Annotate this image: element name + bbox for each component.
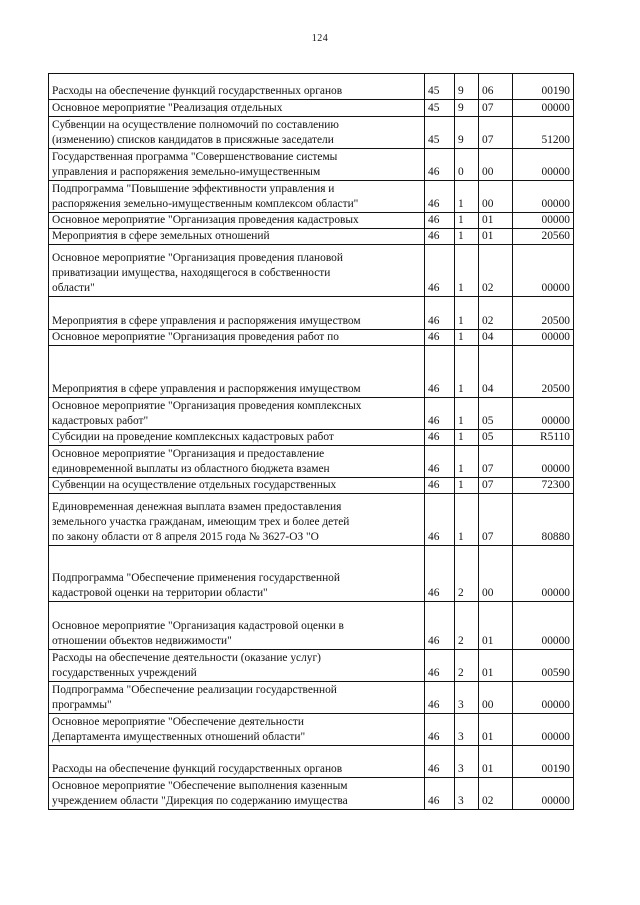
code-subprogram: 1 (455, 346, 479, 398)
code-direction: 00000 (513, 181, 574, 213)
code-program: 46 (425, 181, 455, 213)
code-direction: 00000 (513, 546, 574, 602)
code-activity: 07 (479, 100, 513, 117)
code-activity: 04 (479, 346, 513, 398)
table-row (49, 213, 574, 229)
description-line: Мероприятия в сфере земельных отношений (52, 230, 270, 242)
code-subprogram: 3 (455, 714, 479, 746)
table-row (49, 546, 574, 602)
code-program: 46 (425, 650, 455, 682)
code-subprogram: 1 (455, 181, 479, 213)
row-description (49, 117, 425, 149)
code-activity: 01 (479, 650, 513, 682)
table-row (49, 446, 574, 478)
code-activity: 01 (479, 714, 513, 746)
description-line: Основное мероприятие "Организация проведения комплексных (52, 400, 362, 412)
row-description (49, 446, 425, 478)
code-subprogram: 3 (455, 746, 479, 778)
description-line: Основное мероприятие "Организация кадастровой оценки в (52, 620, 344, 632)
table-row (49, 778, 574, 810)
row-description (49, 650, 425, 682)
code-program: 46 (425, 746, 455, 778)
code-activity: 07 (479, 494, 513, 546)
description-line: Департамента имущественных отношений области" (52, 731, 306, 743)
description-line: кадастровых работ" (52, 415, 149, 427)
table-row (49, 149, 574, 181)
code-direction: 00000 (513, 398, 574, 430)
code-program: 46 (425, 213, 455, 229)
table-row (49, 346, 574, 398)
description-line: Подпрограмма "Повышение эффективности управления и (52, 183, 335, 195)
code-direction: 20500 (513, 346, 574, 398)
code-subprogram: 9 (455, 100, 479, 117)
table-body (49, 74, 574, 810)
code-direction: 00190 (513, 746, 574, 778)
code-program: 46 (425, 714, 455, 746)
table-row (49, 494, 574, 546)
code-subprogram: 2 (455, 650, 479, 682)
code-direction: 80880 (513, 494, 574, 546)
code-activity: 01 (479, 602, 513, 650)
code-activity: 00 (479, 682, 513, 714)
code-activity: 02 (479, 245, 513, 297)
row-description (49, 714, 425, 746)
row-description (49, 546, 425, 602)
description-line: Основное мероприятие "Организация проведения плановой (52, 252, 343, 264)
code-program: 46 (425, 682, 455, 714)
row-description (49, 494, 425, 546)
description-line: Субвенции на осуществление отдельных государственных (52, 479, 337, 491)
description-line: Государственная программа "Совершенствование системы (52, 151, 338, 163)
code-subprogram: 0 (455, 149, 479, 181)
description-line: Основное мероприятие "Реализация отдельных (52, 102, 283, 114)
code-direction: 20500 (513, 297, 574, 330)
code-activity: 01 (479, 213, 513, 229)
table-row (49, 602, 574, 650)
code-subprogram: 9 (455, 117, 479, 149)
code-program: 46 (425, 149, 455, 181)
code-subprogram: 1 (455, 245, 479, 297)
description-line: программы" (52, 699, 112, 711)
description-line: по закону области от 8 апреля 2015 года № 3627-ОЗ "О (52, 531, 319, 543)
code-subprogram: 1 (455, 478, 479, 494)
table-row (49, 478, 574, 494)
row-description (49, 213, 425, 229)
row-description (49, 297, 425, 330)
table-row (49, 682, 574, 714)
table-row (49, 650, 574, 682)
code-activity: 00 (479, 181, 513, 213)
description-line: Основное мероприятие "Организация и предоставление (52, 448, 325, 460)
code-subprogram: 1 (455, 213, 479, 229)
code-direction: 00000 (513, 778, 574, 810)
description-line: кадастровой оценки на территории области" (52, 587, 268, 599)
description-line: Субвенции на осуществление полномочий по составлению (52, 119, 339, 131)
code-program: 46 (425, 430, 455, 446)
table-row (49, 229, 574, 245)
code-program: 46 (425, 297, 455, 330)
page-number: 124 (311, 33, 329, 44)
code-direction: 00000 (513, 100, 574, 117)
row-description (49, 398, 425, 430)
code-subprogram: 2 (455, 546, 479, 602)
code-direction: 51200 (513, 117, 574, 149)
description-line: приватизации имущества, находящегося в собственности (52, 267, 331, 279)
row-description (49, 430, 425, 446)
code-subprogram: 9 (455, 74, 479, 100)
row-description (49, 181, 425, 213)
code-direction: 20560 (513, 229, 574, 245)
description-line: Основное мероприятие "Обеспечение деятельности (52, 716, 304, 728)
description-line: управления и распоряжения земельно-имущественным (52, 166, 321, 178)
table-row (49, 74, 574, 100)
code-activity: 05 (479, 430, 513, 446)
description-line: государственных учреждений (52, 667, 197, 679)
code-activity: 02 (479, 297, 513, 330)
row-description (49, 74, 425, 100)
code-subprogram: 1 (455, 229, 479, 245)
table-row (49, 430, 574, 446)
code-direction: 00590 (513, 650, 574, 682)
description-line (52, 367, 421, 382)
code-activity: 07 (479, 478, 513, 494)
code-activity: 05 (479, 398, 513, 430)
row-description (49, 245, 425, 297)
code-activity: 01 (479, 746, 513, 778)
description-line (52, 747, 421, 762)
code-activity: 01 (479, 229, 513, 245)
row-description (49, 682, 425, 714)
code-direction: 72300 (513, 478, 574, 494)
code-activity: 06 (479, 74, 513, 100)
code-direction: 00000 (513, 245, 574, 297)
code-direction: 00000 (513, 149, 574, 181)
code-subprogram: 1 (455, 430, 479, 446)
table-row (49, 330, 574, 346)
description-line: Основное мероприятие "Организация проведения кадастровых (52, 214, 359, 226)
code-program: 46 (425, 602, 455, 650)
code-direction: 00190 (513, 74, 574, 100)
table-row (49, 398, 574, 430)
row-description (49, 478, 425, 494)
code-program: 46 (425, 778, 455, 810)
code-direction: 00000 (513, 682, 574, 714)
row-description (49, 100, 425, 117)
description-line: Расходы на обеспечение функций государственных органов (52, 763, 343, 775)
table-row (49, 714, 574, 746)
code-program: 45 (425, 100, 455, 117)
code-activity: 07 (479, 117, 513, 149)
row-description (49, 330, 425, 346)
row-description (49, 346, 425, 398)
description-line: учреждением области "Дирекция по содержанию имущества (52, 795, 348, 807)
description-line: единовременной выплаты из областного бюджета взамен (52, 463, 330, 475)
table-row (49, 746, 574, 778)
code-subprogram: 1 (455, 446, 479, 478)
table-row (49, 117, 574, 149)
description-line: Расходы на обеспечение функций государственных органов (52, 85, 343, 97)
code-direction: 00000 (513, 602, 574, 650)
code-program: 45 (425, 117, 455, 149)
code-program: 46 (425, 478, 455, 494)
code-direction: 00000 (513, 330, 574, 346)
row-description (49, 602, 425, 650)
code-activity: 04 (479, 330, 513, 346)
code-subprogram: 3 (455, 682, 479, 714)
description-line (52, 299, 421, 314)
description-line: области" (52, 282, 95, 294)
description-line: (изменению) списков кандидатов в присяжные заседатели (52, 134, 334, 146)
description-line: Основное мероприятие "Обеспечение выполнения казенным (52, 780, 348, 792)
code-direction: 00000 (513, 446, 574, 478)
description-line (52, 352, 421, 367)
table-row (49, 100, 574, 117)
code-direction: 00000 (513, 213, 574, 229)
code-activity: 00 (479, 546, 513, 602)
table-row (49, 297, 574, 330)
description-line: Субсидии на проведение комплексных кадастровых работ (52, 431, 334, 443)
code-direction: R5110 (513, 430, 574, 446)
description-line: Подпрограмма "Обеспечение реализации государственной (52, 684, 337, 696)
row-description (49, 778, 425, 810)
budget-table (48, 73, 574, 810)
code-program: 45 (425, 74, 455, 100)
table-row (49, 245, 574, 297)
description-line: Расходы на обеспечение деятельности (оказание услуг) (52, 652, 321, 664)
code-activity: 00 (479, 149, 513, 181)
code-subprogram: 1 (455, 494, 479, 546)
code-program: 46 (425, 494, 455, 546)
code-subprogram: 1 (455, 297, 479, 330)
description-line: распоряжения земельно-имущественным комплексом области" (52, 198, 359, 210)
row-description (49, 746, 425, 778)
code-subprogram: 1 (455, 330, 479, 346)
description-line: Основное мероприятие "Организация проведения работ по (52, 331, 339, 343)
code-program: 46 (425, 446, 455, 478)
description-line: Единовременная денежная выплата взамен предоставления (52, 501, 342, 513)
code-program: 46 (425, 398, 455, 430)
description-line: отношении объектов недвижимости" (52, 635, 232, 647)
code-activity: 02 (479, 778, 513, 810)
code-program: 46 (425, 229, 455, 245)
code-program: 46 (425, 546, 455, 602)
description-line: Мероприятия в сфере управления и распоряжения имуществом (52, 383, 361, 395)
code-program: 46 (425, 346, 455, 398)
code-subprogram: 2 (455, 602, 479, 650)
code-program: 46 (425, 330, 455, 346)
code-activity: 07 (479, 446, 513, 478)
code-direction: 00000 (513, 714, 574, 746)
code-subprogram: 3 (455, 778, 479, 810)
row-description (49, 149, 425, 181)
row-description (49, 229, 425, 245)
description-line: Мероприятия в сфере управления и распоряжения имуществом (52, 315, 361, 327)
description-line: Подпрограмма "Обеспечение применения государственной (52, 572, 340, 584)
code-subprogram: 1 (455, 398, 479, 430)
description-line: земельного участка гражданам, имеющим трех и более детей (52, 516, 350, 528)
table-row (49, 181, 574, 213)
code-program: 46 (425, 245, 455, 297)
